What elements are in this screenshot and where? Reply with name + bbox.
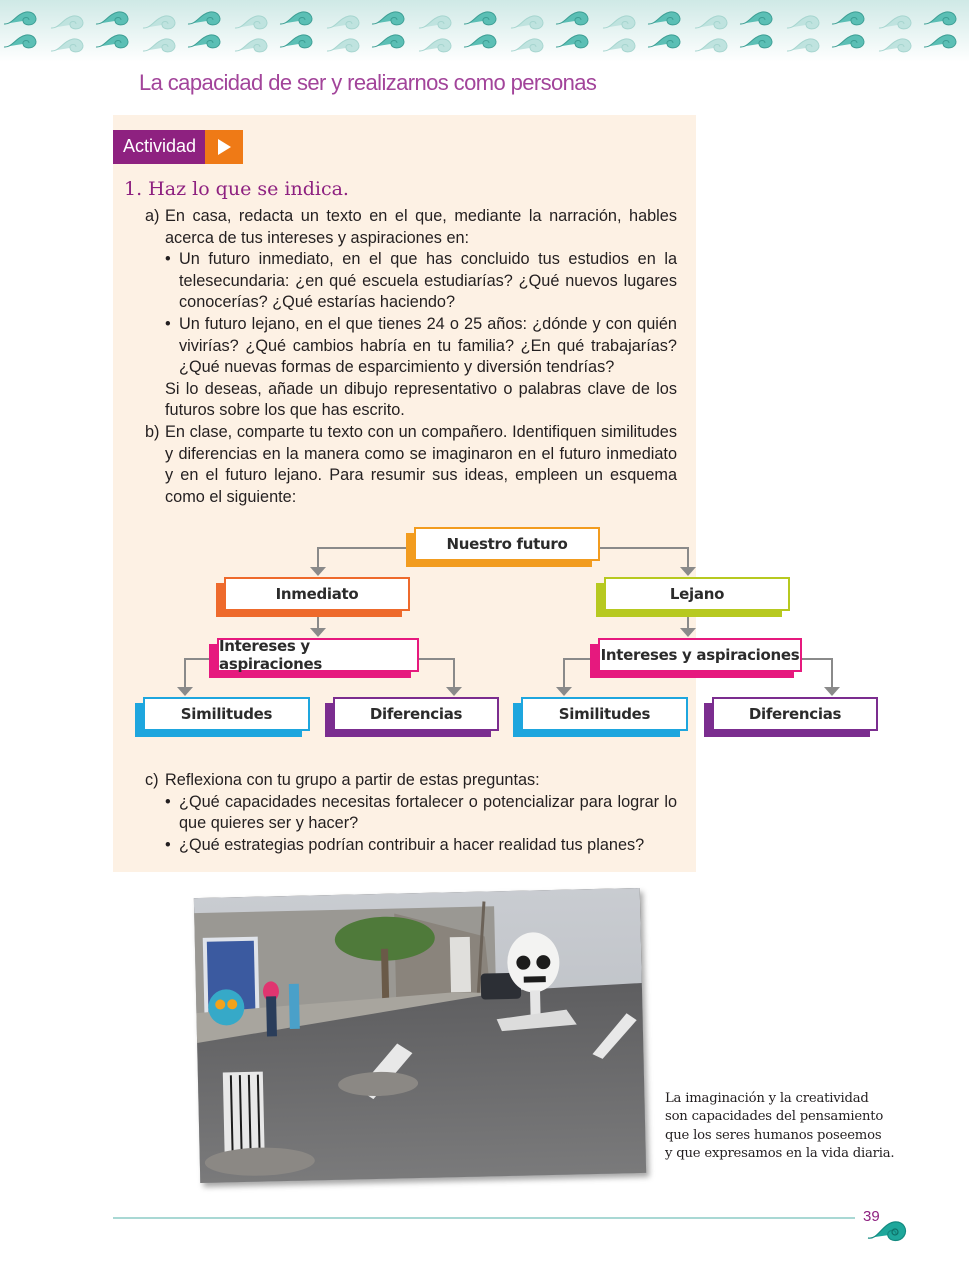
wave-swirl [188,12,220,25]
wave-swirl [648,12,680,25]
wave-swirl [511,16,543,29]
bullet-icon: • [165,835,171,854]
wave-swirl [143,16,175,29]
wave-swirl [419,39,451,52]
wave-swirl [188,35,220,48]
footer-divider [113,1217,855,1219]
item-a-bullet-text: Un futuro lejano, en el que tienes 24 o 25 años: ¿dónde y con quién vivirías? ¿Qué cambios habría en tu familia? ¿En qué trabajarías? ¿Qué nuevas formas de esparcimiento y diversión tendrías? [179,314,677,377]
wave-swirl [464,35,496,48]
item-c-bullet [165,835,677,857]
diagram-node-inmediato [224,577,410,611]
wave-swirl [235,39,267,52]
wave-swirl [879,39,911,52]
activity-badge-label: Actividad [113,130,205,164]
play-icon [205,130,243,164]
wave-swirl [648,35,680,48]
diagram-node-root [414,527,600,561]
wave-swirl [740,12,772,25]
wave-swirl [879,16,911,29]
wave-swirl [4,12,36,25]
wave-swirl [4,35,36,48]
diagram-node-label: Similitudes [558,705,651,723]
bullet-icon: • [165,792,171,811]
wave-swirl [787,16,819,29]
wave-swirl [924,35,956,48]
wave-swirl [511,39,543,52]
wave-swirl [556,12,588,25]
diagram-node-intereses-left [217,638,419,672]
wave-swirl [695,16,727,29]
diagram-node-similitudes-right [521,697,688,731]
item-a-marker: a) [145,207,160,225]
wave-swirl [280,12,312,25]
activity-items-ab [145,206,677,508]
wave-pattern-icon [0,0,969,62]
diagram-node-similitudes-left [143,697,310,731]
arrow-down-icon [824,687,840,696]
street-skeleton-photo [194,888,646,1183]
wave-swirl [832,12,864,25]
page-number: 39 [863,1208,880,1225]
photo-illustration [194,888,646,1183]
activity-heading: 1. Haz lo que se indica. [124,178,349,200]
wave-swirl [419,16,451,29]
item-a-bullet-text: Un futuro inmediato, en el que has concluido tus estudios en la telesecundaria: ¿en qué escuela estudiarías? ¿Qué nuevos lugares conocerías? ¿Qué estarías haciendo? [179,250,677,312]
wave-swirl [832,35,864,48]
item-a-text: En casa, redacta un texto en el que, mediante la narración, hables acerca de tus intereses y aspiraciones en: [165,207,677,247]
connector-right-dif [802,659,832,688]
item-c-marker: c) [145,771,159,789]
diagram-node-label: Similitudes [180,705,273,723]
wave-swirl [327,16,359,29]
wave-swirl [51,16,83,29]
item-c-bullet-text: ¿Qué capacidades necesitas fortalecer o potencializar para lograr lo que quieres ser y hacer? [179,792,677,833]
wave-swirl [235,16,267,29]
wave-swirl [372,35,404,48]
diagram-node-label: Diferencias [369,705,463,723]
item-b [145,422,677,508]
page-title: La capacidad de ser y realizarnos como personas [139,70,597,95]
wave-swirl [372,12,404,25]
bullet-icon: • [165,250,171,269]
item-c-bullet-text: ¿Qué estrategias podrían contribuir a hacer realidad tus planes? [179,835,645,854]
item-a-after-text: Si lo deseas, añade un dibujo representativo o palabras clave de los futuros sobre los que has escrito. [165,379,677,420]
item-b-text: En clase, comparte tu texto con un compañero. Identifiquen similitudes y diferencias en la manera como se imaginaron en el futuro inmediato y en el futuro lejano. Para resumir sus ideas, empleen un esquema como el siguiente: [165,422,677,506]
item-a-bullet [165,249,677,314]
wave-swirl [695,39,727,52]
wave-swirl [556,35,588,48]
wave-swirl [280,35,312,48]
item-a [145,206,677,422]
diagram-node-lejano [604,577,790,611]
wave-swirl [787,39,819,52]
wave-swirl [327,39,359,52]
diagram-node-label: Nuestro futuro [446,535,568,553]
diagram-node-label: Lejano [669,585,725,603]
photo-caption: La imaginación y la creatividad son capacidades del pensamiento que los seres humanos poseemos y que expresamos en la vida diaria. [665,1091,895,1161]
diagram-node-label: Diferencias [748,705,842,723]
diagram-node-diferencias-right [712,697,878,731]
wave-swirl [96,35,128,48]
decorative-wave-banner [0,0,969,62]
diagram-node-label: Inmediato [275,585,359,603]
diagram-node-label: Intereses y aspiraciones [600,646,800,664]
diagram-node-label: Intereses y aspiraciones [219,637,322,673]
item-a-bullet [165,314,677,379]
activity-item-c [145,770,677,856]
wave-swirl [464,12,496,25]
item-c [145,770,677,856]
wave-swirl [740,35,772,48]
item-c-text: Reflexiona con tu grupo a partir de estas preguntas: [165,771,540,789]
wave-swirl [51,39,83,52]
wave-swirl [924,12,956,25]
wave-swirl [603,16,635,29]
activity-badge [113,130,243,164]
item-b-marker: b) [145,422,160,441]
diagram-node-diferencias-left [333,697,499,731]
wave-swirl [603,39,635,52]
swirl-icon [866,1218,908,1244]
diagram-node-intereses-right [598,638,802,672]
wave-swirl [96,12,128,25]
item-c-bullet [165,792,677,835]
wave-swirl [143,39,175,52]
bullet-icon: • [165,314,171,333]
